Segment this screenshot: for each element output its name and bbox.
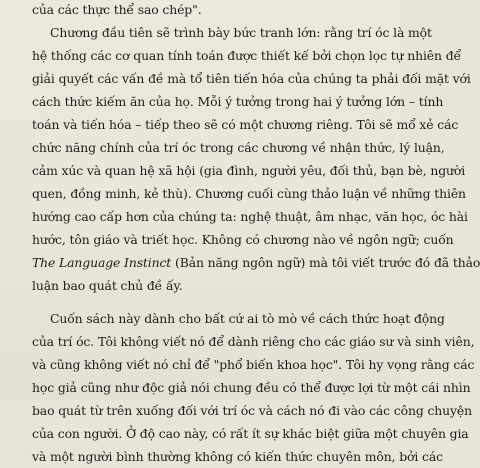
paragraph-gap (32, 297, 390, 307)
text-line: bao quát từ trên xuống đối với trí óc và cách nó đi vào các công chuyện (32, 403, 472, 418)
text-line: hướng cao cấp hơn của chúng ta: nghệ thuật, âm nhạc, văn học, óc hài (32, 209, 468, 224)
text-line: hước, tôn giáo và triết học. Không có chương nào về ngôn ngữ; cuốn (32, 232, 454, 247)
text-fragment: (Bản năng ngôn ngữ) mà tôi viết trước đó đã thảo (171, 255, 480, 270)
paragraph-2 (32, 307, 475, 468)
text-line: chức năng chính của trí óc trong các chương về nhận thức, lý luận, (32, 140, 445, 155)
text-line: cách thức kiếm ăn của họ. Mỗi ý tưởng trong hai ý tưởng lớn – tính (32, 94, 444, 109)
text-line: học giả cũng như độc giả nói chung đều có thể được lợi từ một cái nhìn (32, 380, 471, 395)
text-line: của trí óc. Tôi không viết nó để dành riêng cho các giáo sư và sinh viên, (32, 334, 475, 349)
text-line (32, 251, 480, 274)
paragraph-1 (32, 0, 480, 297)
text-line: và cũng không viết nó chỉ để "phổ biến khoa học". Tôi hy vọng rằng các (32, 357, 475, 372)
text-line: giải quyết các vấn đề mà tổ tiên tiến hóa của chúng ta phải đối mặt với (32, 71, 471, 86)
text-line: cảm xúc và quan hệ xã hội (gia đình, người yêu, đối thủ, bạn bè, người (32, 163, 466, 178)
book-title: The Language Instinct (32, 255, 172, 270)
body-text (32, 0, 480, 468)
text-line: quen, đồng minh, kẻ thù). Chương cuối cùng thảo luận về những thiên (32, 186, 466, 201)
text-line: của con người. Ở độ cao này, có rất ít sự khác biệt giữa một chuyên gia (32, 426, 469, 441)
text-line: hệ thống các cơ quan tính toán được thiết kế bởi chọn lọc tự nhiên để (32, 48, 462, 63)
text-line: luận bao quát chủ đề ấy. (32, 278, 183, 293)
text-line: toán và tiến hóa – tiếp theo sẽ có một chương riêng. Tôi sẽ mổ xẻ các (32, 117, 459, 132)
text-line: Chương đầu tiên sẽ trình bày bức tranh lớn: rằng trí óc là một (50, 25, 432, 40)
text-line: của các thực thể sao chép". (32, 2, 202, 17)
text-line: và một người bình thường không có kiến thức chuyên môn, bởi các (32, 449, 443, 464)
text-line: Cuốn sách này dành cho bất cứ ai tò mò về cách thức hoạt động (50, 311, 445, 326)
